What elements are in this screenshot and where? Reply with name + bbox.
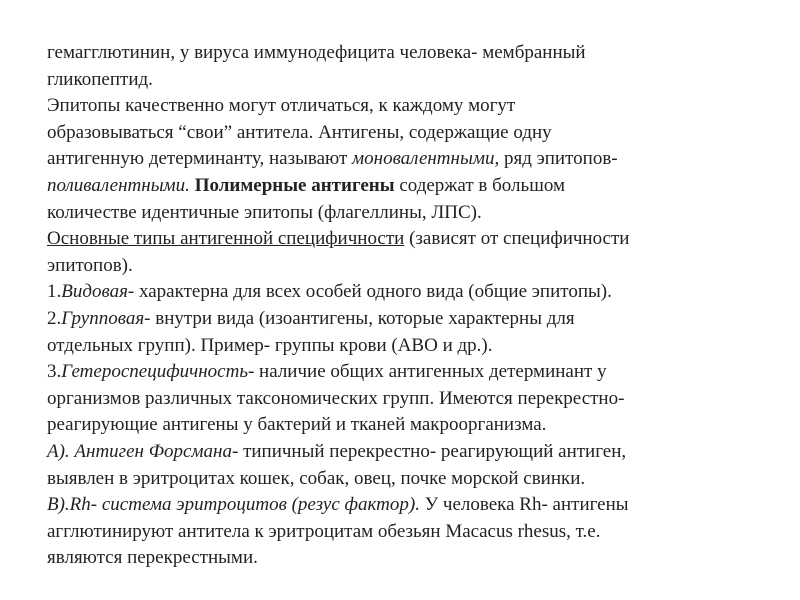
text-segment: гемагглютинин, у вируса иммунодефицита человека- мембранный [47, 42, 586, 63]
text-line [47, 545, 787, 572]
text-line [47, 200, 787, 227]
text-line [47, 466, 787, 493]
text-segment: моновалентными, [352, 148, 500, 170]
text-line [47, 439, 787, 466]
text-segment: антигенную детерминанту, называют [47, 148, 353, 170]
text-segment: являются перекрестными. [47, 547, 258, 569]
text-segment: Полимерные антигены [194, 174, 395, 196]
text-segment: гликопептид. [47, 68, 153, 90]
text-line [47, 120, 787, 147]
text-segment: реагирующие антигены у бактерий и тканей макроорганизма. [47, 414, 547, 436]
text-line [47, 40, 787, 67]
text-segment: 1. [47, 281, 62, 303]
text-segment: - характерна для всех особей одного вида (общие эпитопы). [127, 281, 612, 303]
text-segment: 2. [47, 307, 62, 329]
text-line [47, 253, 787, 280]
text-segment: образовываться “свои” антитела. Антигены, содержащие одну [47, 121, 552, 143]
text-segment: количестве идентичные эпитопы (флагеллины, ЛПС). [47, 201, 482, 223]
text-segment: Видовая [61, 281, 128, 303]
text-line [47, 412, 787, 439]
text-line [47, 173, 787, 200]
text-segment: Основные типы антигенной специфичности [47, 228, 405, 250]
text-segment: Гетероспецифичность [61, 361, 248, 383]
text-line [47, 492, 787, 519]
text-segment: агглютинируют антитела к эритроцитам обезьян Macacus rhesus, т.е. [47, 520, 601, 542]
text-segment: типичный перекрестно- реагирующий антиген, [238, 440, 627, 462]
text-line [47, 306, 787, 333]
text-line [47, 519, 787, 546]
text-segment: организмов различных таксономических групп. Имеются перекрестно- [47, 387, 625, 409]
text-segment: содержат в большом [394, 174, 565, 196]
text-segment: Групповая [61, 307, 145, 329]
text-segment: поливалентными. [47, 174, 190, 196]
text-line [47, 359, 787, 386]
text-segment: У человека Rh- антигены [419, 494, 629, 516]
text-segment: - наличие общих антигенных детерминант у [247, 361, 607, 383]
text-segment: А). Антиген Форсмана- [47, 440, 239, 462]
text-line [47, 333, 787, 360]
text-segment: выявлен в эритроцитах кошек, собак, овец, почке морской свинки. [47, 467, 586, 489]
text-segment: отдельных групп). Пример- группы крови (АВО и др.). [47, 334, 493, 356]
text-line [47, 279, 787, 306]
text-segment: Эпитопы качественно могут отличаться, к каждому могут [47, 95, 516, 117]
text-line [47, 146, 787, 173]
text-segment: - внутри вида (изоантигены, которые характерны для [144, 307, 575, 329]
text-line [47, 67, 787, 94]
text-line [47, 226, 787, 253]
body-text [47, 40, 787, 572]
text-segment: 3. [47, 361, 62, 383]
text-segment: ряд эпитопов- [499, 148, 618, 170]
text-line [47, 386, 787, 413]
text-segment: (зависят от специфичности [404, 228, 630, 250]
text-line [47, 93, 787, 120]
text-segment: эпитопов). [47, 254, 133, 276]
text-segment: В).Rh- система эритроцитов (резус фактор). [47, 494, 420, 516]
